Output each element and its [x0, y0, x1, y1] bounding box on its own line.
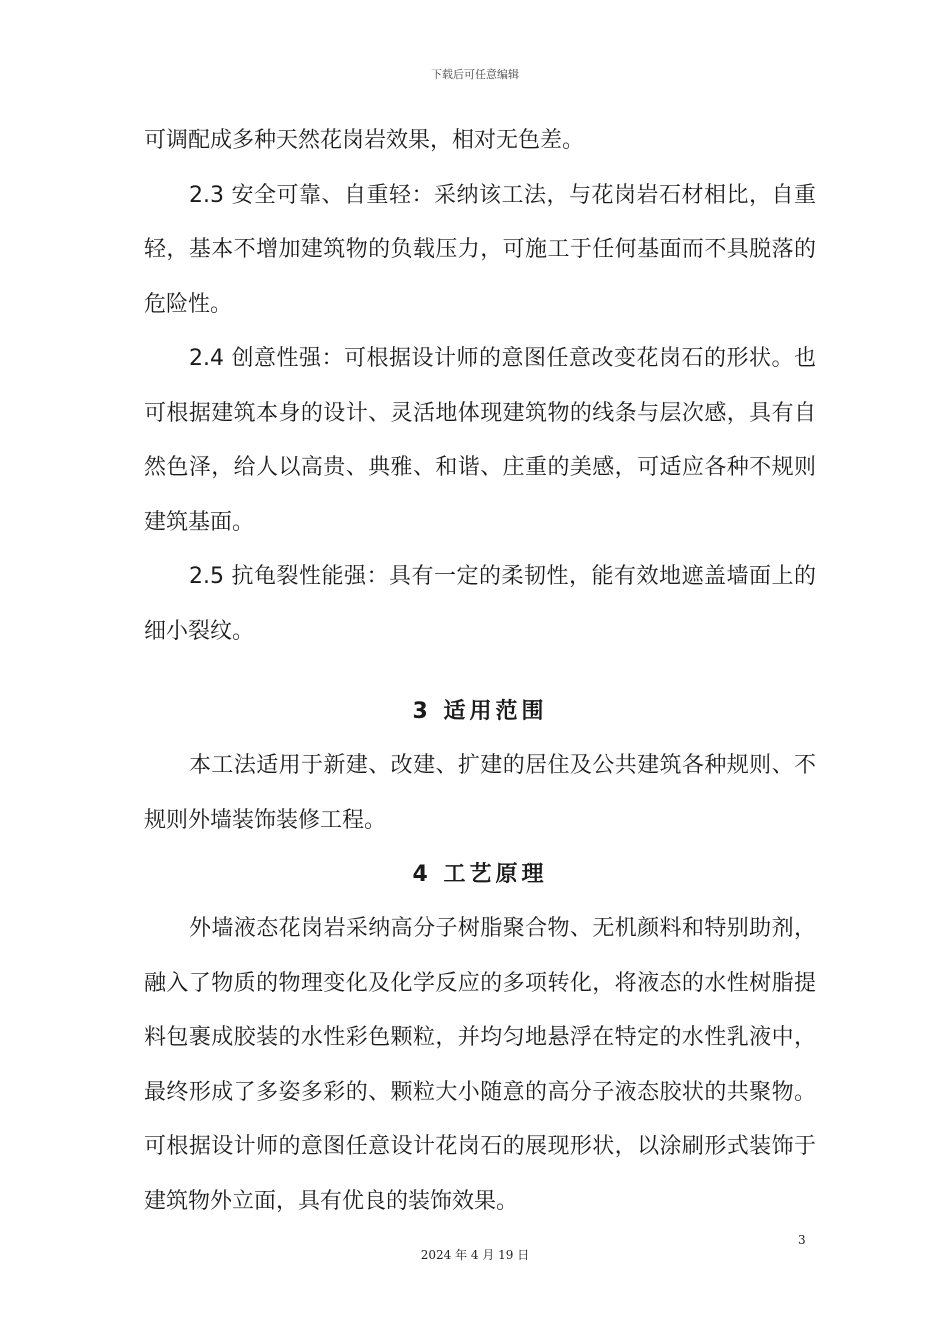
- page-footer-date: 2024 年 4 月 19 日: [420, 1248, 530, 1262]
- section-3-heading: 3 适用范围: [412, 699, 548, 724]
- section-4-paragraph: 外墙液态花岗岩采纳高分子树脂聚合物、无机颜料和特别助剂，融入了物质的物理变化及化学反应的多项转化，将液态的水性树脂提料包裹成胶装的水性彩色颗粒，并均匀地悬浮在特定的水性乳液中，最终形成了多姿多彩的、颗粒大小随意的高分子液态胶状的共聚物。可根据设计师的意图任意设计花岗石的展现形状，以涂刷形式装饰于建筑物外立面，具有优良的装饰效果。: [144, 916, 816, 1214]
- paragraph-2-5: 2.5 抗龟裂性能强：具有一定的柔韧性，能有效地遮盖墙面上的细小裂纹。: [144, 564, 816, 644]
- paragraph-2-3: 2.3 安全可靠、自重轻：采纳该工法，与花岗岩石材相比，自重轻，基本不增加建筑物的负载压力，可施工于任何基面而不具脱落的危险性。: [144, 182, 816, 317]
- paragraph-2-4: 2.4 创意性强：可根据设计师的意图任意改变花岗石的形状。也可根据建筑本身的设计、灵活地体现建筑物的线条与层次感，具有自然色泽，给人以高贵、典雅、和谐、庄重的美感，可适应各种不规则建筑基面。: [144, 346, 816, 535]
- section-3-paragraph: 本工法适用于新建、改建、扩建的居住及公共建筑各种规则、不规则外墙装饰装修工程。: [144, 753, 816, 833]
- document-body: [144, 114, 816, 1229]
- page-number: 3: [798, 1233, 806, 1247]
- page-header: 下载后可任意编辑: [431, 68, 519, 81]
- paragraph-continuation: 可调配成多种天然花岗岩效果，相对无色差。: [144, 128, 585, 153]
- section-4-heading: 4 工艺原理: [412, 862, 548, 887]
